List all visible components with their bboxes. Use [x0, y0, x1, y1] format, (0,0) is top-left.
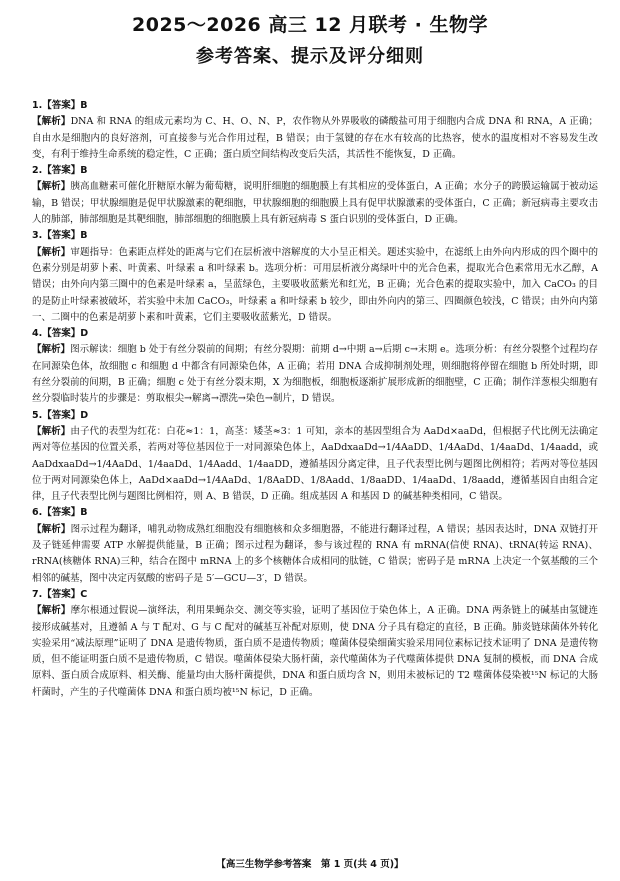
question-5	[32, 408, 598, 506]
analysis-4: 图示解读：细胞 b 处于有丝分裂前的间期；有丝分裂期：前期 d→中期 a→后期 c→末期 e。选项分析：有丝分裂整个过程均存在同源染色体，故细胞 c 和细胞 d 中都含有同源染色体，A 正确；若用 DNA 合成抑制剂处理，则细胞将停留在细胞 b 所处时期，即有丝分裂前的间期，B 正确；细胞 c 处于有丝分裂末期，X 为细胞板，细胞板逐渐扩展形成新的细胞壁，C 正确；制作洋葱根尖细胞有丝分裂临时装片的步骤是：剪取根尖→解离→漂洗→染色→制片，D 错误。	[32, 344, 598, 405]
analysis-label-1: 【解析】	[32, 116, 71, 128]
question-2	[32, 163, 598, 228]
analysis-label-4: 【解析】	[32, 344, 71, 356]
analysis-6: 图示过程为翻译，哺乳动物成熟红细胞没有细胞核和众多细胞器，不能进行翻译过程，A 错误；基因表达时，DNA 双链打开及子链延伸需要 ATP 水解提供能量，B 正确；图示过程为翻译，参与该过程的 RNA 有 mRNA(信使 RNA)、tRNA(转运 RNA)、rRNA(核糖体 RNA)三种，结合在图中 mRNA 上的多个核糖体合成相同的肽链，C 错误；密码子是 mRNA 上决定一个氨基酸的三个相邻的碱基，图中决定丙氨酸的密码子是 5′—GCU—3′，D 错误。	[32, 523, 598, 584]
question-1	[32, 98, 598, 163]
answer-6: 6.【答案】B	[32, 507, 88, 519]
question-3	[32, 228, 598, 326]
analysis-1: DNA 和 RNA 的组成元素均为 C、H、O、N、P，农作物从外界吸收的磷酸盐可用于细胞内合成 DNA 和 RNA，A 正确；自由水是细胞内的良好溶剂，可直接参与光合作用过程，B 错误；由于氢键的存在水有较高的比热容，使水的温度相对不容易发生改变，有利于维持生命系统的稳定性，C 正确；蛋白质空间结构改变后失活，其活性不能恢复，D 正确。	[32, 116, 598, 160]
analysis-5: 由子代的表型为红花：白花≈1：1，高茎：矮茎≈3：1 可知，亲本的基因型组合为 AaDd×aaDd，但根据子代比例无法确定两对等位基因的位置关系，若两对等位基因位于一对同源染色体上，AaDdxaaDd→1/4AaDD、1/4AaDd、1/4aaDd、1/4aadd，或 AaDdxaaDd→1/4AaDd、1/4aaDd、1/4Aadd、1/4aaDD，遵循基因分离定律，且子代表型比例与题图比例相符；若两对等位基因位于两对同源染色体上，AaDd×aaDd→1/4AaDd、1/8AaDD、1/8Aadd、1/8aaDD、1/4aaDd、1/8aadd，遵循基因自由组合定律，且子代表型比例与题图比例相符，则 A、B 错误，D 正确。组成基因 A 和基因 D 的碱基种类相同，C 错误。	[32, 425, 598, 503]
question-6	[32, 505, 598, 586]
analysis-label-7: 【解析】	[32, 605, 71, 617]
question-4	[32, 326, 598, 407]
question-7	[32, 587, 598, 701]
analysis-label-6: 【解析】	[32, 523, 71, 535]
analysis-label-5: 【解析】	[32, 425, 71, 437]
analysis-2: 胰高血糖素可催化肝糖原水解为葡萄糖，说明肝细胞的细胞膜上有其相应的受体蛋白，A 正确；水分子的跨膜运输属于被动运输，B 错误；甲状腺细胞是促甲状腺激素的靶细胞，甲状腺细胞的细胞膜上具有促甲状腺激素的受体蛋白，C 正确；新冠病毒主要攻击人的肺部，肺部细胞是其靶细胞，肺部细胞的细胞膜上具有新冠病毒 S 蛋白识别的受体蛋白，D 正确。	[32, 181, 598, 226]
answer-1: 1.【答案】B	[32, 100, 88, 111]
analysis-3: 审题指导：色素距点样处的距离与它们在层析液中溶解度的大小呈正相关。题述实验中，在滤纸上由外向内形成的四个圈中的色素分别是胡萝卜素、叶黄素、叶绿素 a 和叶绿素 b。选项分析：可用层析液分离绿叶中的光合色素，提取光合色素常用无水乙醇，A 错误；由外向内第三圈中的色素是叶绿素 a，呈蓝绿色，主要吸收蓝紫光和红光，B 正确；光合色素的提取实验中，加入 CaCO₃ 的目的是防止叶绿素被破坏，若实验中未加 CaCO₃，叶绿素 a 和叶绿素 b 较少，即由外向内的第三、四圈颜色较浅，C 错误；由外向内第一、二圈中的色素是胡萝卜素和叶黄素，它们主要吸收蓝紫光，D 错误。	[32, 246, 598, 323]
answer-5: 5.【答案】D	[32, 409, 89, 421]
page-footer: 【高三生物学参考答案 第 1 页(共 4 页)】	[216, 859, 404, 870]
answer-3: 3.【答案】B	[32, 230, 88, 242]
answer-2: 2.【答案】B	[32, 165, 88, 177]
exam-subtitle: 参考答案、提示及评分细则	[196, 46, 424, 67]
answer-7: 7.【答案】C	[32, 588, 88, 600]
answers-body	[32, 98, 598, 701]
analysis-label-3: 【解析】	[32, 246, 71, 258]
answer-4: 4.【答案】D	[32, 328, 89, 340]
analysis-7: 摩尔根通过假说—演绎法，利用果蝇杂交、测交等实验，证明了基因位于染色体上，A 正确。DNA 两条链上的碱基由氢键连接形成碱基对，且遵循 A 与 T 配对、G 与 C 配对的碱基互补配对原则，使 DNA 分子具有稳定的直径，B 正确。肺炎链球菌体外转化实验采用“减法原理”证明了 DNA 是遗传物质，蛋白质不是遗传物质；噬菌体侵染细菌实验采用同位素标记技术证明了 DNA 是遗传物质，但不能证明蛋白质不是遗传物质，C 错误。噬菌体侵染大肠杆菌，亲代噬菌体为子代噬菌体提供 DNA 复制的模板，而 DNA 合成原料、蛋白质合成原料、相关酶、能量均由大肠杆菌提供，DNA 和蛋白质均含 N，则用未被标记的 T2 噬菌体侵染被¹⁵N 标记的大肠杆菌时，产生的子代噬菌体 DNA 和蛋白质均被¹⁵N 标记，D 正确。	[32, 605, 598, 698]
exam-title: 2025～2026 高三 12 月联考 · 生物学	[132, 14, 488, 36]
analysis-label-2: 【解析】	[32, 181, 71, 193]
